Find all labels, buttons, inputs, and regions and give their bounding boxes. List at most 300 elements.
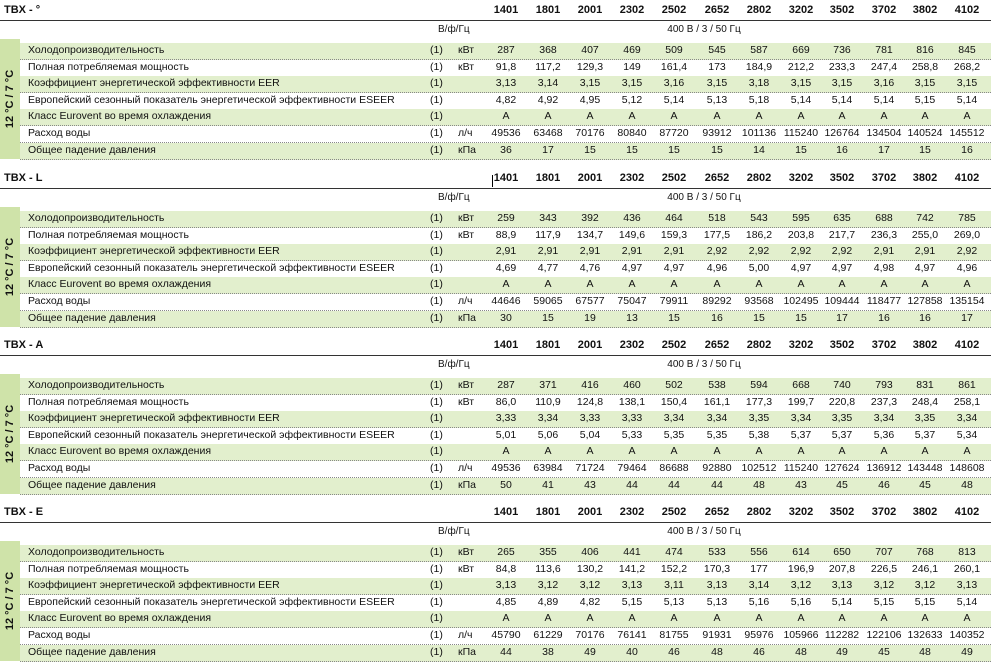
value-cell: 102495 [783, 295, 819, 307]
section-header [0, 339, 991, 356]
model-code: 1401 [493, 4, 519, 16]
value-cell: 4,97 [831, 261, 853, 274]
value-cell: 145512 [949, 127, 985, 139]
value-cell: 112282 [824, 629, 860, 641]
value-cell: 16 [919, 311, 931, 324]
value-cell: 5,13 [706, 93, 728, 106]
model-code: 2001 [577, 172, 603, 184]
value-cell: 49536 [491, 462, 521, 474]
model-code: 1401 [493, 506, 519, 518]
condition-side-label [0, 39, 20, 159]
value-cell: 115240 [783, 462, 819, 474]
section-title: TBX - A [4, 339, 44, 351]
table-row [20, 43, 991, 60]
value-cell: 3,15 [621, 77, 643, 90]
value-cell: 16 [961, 143, 973, 156]
value-cell: 793 [875, 379, 893, 391]
value-cell: 95976 [744, 629, 774, 641]
value-cell: 43 [795, 478, 807, 491]
value-cell: 816 [916, 44, 934, 56]
table-row [20, 126, 991, 143]
value-cell: 217,7 [828, 228, 856, 241]
value-cell: 5,13 [706, 595, 728, 608]
model-code: 2302 [619, 506, 645, 518]
value-cell: 127624 [824, 462, 860, 474]
value-cell: 13 [626, 311, 638, 324]
value-cell: 688 [875, 212, 893, 224]
value-cell: 831 [916, 379, 934, 391]
value-cell: A [755, 278, 763, 291]
model-code: 4102 [954, 172, 980, 184]
footnote-ref: (1) [430, 278, 443, 291]
footnote-ref: (1) [430, 77, 443, 90]
value-cell: A [544, 110, 552, 123]
parameter-name: Класс Eurovent во время охлаждения [28, 612, 212, 625]
unit-label: кВт [458, 546, 475, 558]
footnote-ref: (1) [430, 645, 443, 658]
parameter-name: Холодопроизводительность [28, 44, 165, 56]
model-code: 1801 [535, 339, 561, 351]
model-code: 4102 [954, 339, 980, 351]
value-cell: 460 [623, 379, 641, 391]
value-cell: 49 [584, 645, 596, 658]
value-cell: 518 [708, 212, 726, 224]
value-cell: 3,12 [914, 579, 936, 592]
value-cell: 177,3 [745, 395, 773, 408]
value-cell: 3,16 [873, 77, 895, 90]
value-cell: 556 [750, 546, 768, 558]
value-cell: 595 [792, 212, 810, 224]
value-cell: 109444 [824, 295, 860, 307]
value-cell: 545 [708, 44, 726, 56]
value-cell: 48 [795, 645, 807, 658]
value-cell: 5,12 [621, 93, 643, 106]
value-cell: 49 [961, 645, 973, 658]
condition-side-text: 12 °C / 7 °C [4, 571, 16, 631]
value-cell: 2,91 [914, 245, 936, 258]
table-row [20, 143, 991, 160]
parameter-name: Коэффициент энергетической эффективности EER [28, 245, 280, 258]
value-cell: 46 [668, 645, 680, 658]
footnote-ref: (1) [430, 562, 443, 575]
model-code: 3202 [788, 506, 814, 518]
value-cell: 17 [878, 143, 890, 156]
value-cell: 199,7 [787, 395, 815, 408]
value-cell: 5,15 [914, 93, 936, 106]
power-supply-label: 400 В / 3 / 50 Гц [667, 526, 741, 537]
value-cell: 117,9 [535, 228, 561, 241]
table-row [20, 93, 991, 110]
value-cell: 3,12 [873, 579, 895, 592]
value-cell: 5,04 [579, 428, 601, 441]
value-cell: 15 [753, 311, 765, 324]
value-cell: 538 [708, 379, 726, 391]
value-cell: 45 [919, 478, 931, 491]
value-cell: 3,13 [831, 579, 853, 592]
value-cell: 260,1 [953, 562, 981, 575]
value-cell: 92880 [702, 462, 732, 474]
value-cell: 258,1 [953, 395, 981, 408]
value-cell: 416 [581, 379, 599, 391]
value-cell: 2,92 [956, 245, 978, 258]
value-cell: 135154 [949, 295, 985, 307]
model-code: 3702 [871, 339, 897, 351]
parameter-name: Общее падение давления [28, 478, 156, 491]
voltage-phase-frequency-label: В/ф/Гц [438, 526, 470, 537]
value-cell: 3,35 [914, 412, 936, 425]
model-code: 3202 [788, 172, 814, 184]
table-row [20, 578, 991, 595]
value-cell: 15 [542, 311, 554, 324]
table-row [20, 277, 991, 294]
parameter-name: Полная потребляемая мощность [28, 228, 189, 241]
footnote-ref: (1) [430, 412, 443, 425]
value-cell: 81755 [659, 629, 689, 641]
unit-label: л/ч [458, 462, 473, 474]
unit-label: кВт [458, 60, 475, 73]
parameter-name: Общее падение давления [28, 645, 156, 658]
value-cell: 45 [836, 478, 848, 491]
spec-section [0, 4, 991, 161]
value-cell: A [838, 612, 846, 625]
section-header [0, 4, 991, 21]
table-row [20, 428, 991, 445]
table-row [20, 261, 991, 278]
value-cell: 4,69 [495, 261, 517, 274]
footnote-ref: (1) [430, 212, 443, 224]
value-cell: A [544, 278, 552, 291]
value-cell: A [713, 445, 721, 458]
footnote-ref: (1) [430, 428, 443, 441]
value-cell: 785 [958, 212, 976, 224]
power-supply-label: 400 В / 3 / 50 Гц [667, 24, 741, 35]
value-cell: 3,15 [831, 77, 853, 90]
model-code: 2502 [661, 172, 687, 184]
value-cell: 149 [623, 60, 641, 73]
value-cell: 86,0 [495, 395, 517, 408]
table-row [20, 411, 991, 428]
value-cell: 15 [795, 143, 807, 156]
footnote-ref: (1) [430, 579, 443, 592]
section-title: TBX - ° [4, 4, 41, 16]
value-cell: A [797, 278, 805, 291]
unit-label: кВт [458, 562, 475, 575]
power-supply-label: 400 В / 3 / 50 Гц [667, 359, 741, 370]
unit-label: кПа [458, 478, 476, 491]
value-cell: 587 [750, 44, 768, 56]
value-cell: 392 [581, 212, 599, 224]
value-cell: 2,91 [579, 245, 601, 258]
value-cell: 3,33 [495, 412, 517, 425]
parameter-name: Европейский сезонный показатель энергетической эффективности ESEER [28, 93, 395, 106]
unit-label: л/ч [458, 127, 473, 139]
value-cell: 3,18 [748, 77, 770, 90]
value-cell: 4,85 [495, 595, 517, 608]
value-cell: 5,38 [748, 428, 770, 441]
value-cell: 36 [500, 143, 512, 156]
model-code: 4102 [954, 506, 980, 518]
parameter-name: Общее падение давления [28, 311, 156, 324]
model-code: 4102 [954, 4, 980, 16]
parameter-name: Холодопроизводительность [28, 379, 165, 391]
value-cell: 136912 [866, 462, 902, 474]
value-cell: 4,98 [873, 261, 895, 274]
value-cell: 5,14 [831, 595, 853, 608]
model-code: 2802 [746, 339, 772, 351]
footnote-ref: (1) [430, 143, 443, 156]
value-cell: 3,16 [663, 77, 685, 90]
value-cell: A [713, 612, 721, 625]
value-cell: 71724 [575, 462, 605, 474]
value-cell: 5,15 [914, 595, 936, 608]
value-cell: 768 [916, 546, 934, 558]
value-cell: 113,6 [535, 562, 561, 575]
value-cell: 2,91 [537, 245, 559, 258]
value-cell: 5,18 [748, 93, 770, 106]
value-cell: 186,2 [745, 228, 773, 241]
value-cell: 117,2 [535, 60, 561, 73]
value-cell: A [670, 278, 678, 291]
value-cell: 4,97 [790, 261, 812, 274]
unit-label: кПа [458, 311, 476, 324]
footnote-ref: (1) [430, 612, 443, 625]
model-code: 3502 [829, 339, 855, 351]
value-cell: 3,34 [956, 412, 978, 425]
value-cell: A [797, 110, 805, 123]
value-cell: 3,34 [537, 412, 559, 425]
value-cell: A [628, 445, 636, 458]
parameter-name: Полная потребляемая мощность [28, 60, 189, 73]
value-cell: 44646 [491, 295, 521, 307]
table-row [20, 645, 991, 662]
value-cell: 70176 [575, 629, 605, 641]
value-cell: 2,92 [790, 245, 812, 258]
table-row [20, 60, 991, 77]
parameter-name: Европейский сезонный показатель энергетической эффективности ESEER [28, 261, 395, 274]
table-row [20, 109, 991, 126]
model-code: 2652 [704, 339, 730, 351]
footnote-ref: (1) [430, 478, 443, 491]
value-cell: 5,37 [790, 428, 812, 441]
value-cell: 15 [795, 311, 807, 324]
footnote-ref: (1) [430, 462, 443, 474]
value-cell: 93912 [702, 127, 732, 139]
value-cell: 134504 [866, 127, 902, 139]
model-code: 2302 [619, 4, 645, 16]
value-cell: 70176 [575, 127, 605, 139]
value-cell: 41 [542, 478, 554, 491]
value-cell: 371 [539, 379, 557, 391]
value-cell: 132633 [907, 629, 943, 641]
value-cell: 4,97 [914, 261, 936, 274]
table-row [20, 444, 991, 461]
model-code: 3702 [871, 4, 897, 16]
footnote-ref: (1) [430, 445, 443, 458]
value-cell: 265 [497, 546, 515, 558]
value-cell: 91,8 [495, 60, 517, 73]
section-title: TBX - L [4, 172, 43, 184]
value-cell: 5,14 [956, 93, 978, 106]
spec-section [0, 172, 991, 329]
value-cell: 5,16 [790, 595, 812, 608]
value-cell: 40 [626, 645, 638, 658]
value-cell: 3,34 [663, 412, 685, 425]
text-cursor [492, 175, 493, 187]
value-cell: 148608 [949, 462, 985, 474]
value-cell: 237,3 [870, 395, 898, 408]
value-cell: 44 [500, 645, 512, 658]
value-cell: 594 [750, 379, 768, 391]
value-cell: 2,92 [831, 245, 853, 258]
footnote-ref: (1) [430, 228, 443, 241]
value-cell: 184,9 [745, 60, 773, 73]
value-cell: 614 [792, 546, 810, 558]
parameter-name: Полная потребляемая мощность [28, 395, 189, 408]
model-code: 1401 [493, 339, 519, 351]
footnote-ref: (1) [430, 629, 443, 641]
value-cell: 15 [668, 311, 680, 324]
value-cell: 5,15 [621, 595, 643, 608]
value-cell: A [797, 445, 805, 458]
parameter-name: Класс Eurovent во время охлаждения [28, 278, 212, 291]
value-cell: A [921, 110, 929, 123]
value-cell: A [880, 110, 888, 123]
parameter-name: Расход воды [28, 629, 91, 641]
table-row [20, 211, 991, 228]
model-code: 3802 [912, 4, 938, 16]
value-cell: A [502, 278, 510, 291]
value-cell: 845 [958, 44, 976, 56]
parameter-name: Холодопроизводительность [28, 546, 165, 558]
model-code: 2302 [619, 172, 645, 184]
unit-label: кВт [458, 395, 475, 408]
value-cell: 5,14 [956, 595, 978, 608]
value-cell: A [963, 612, 971, 625]
value-cell: 3,34 [706, 412, 728, 425]
value-cell: 48 [753, 478, 765, 491]
value-cell: 4,77 [537, 261, 559, 274]
value-cell: 138,1 [618, 395, 646, 408]
value-cell: 3,34 [790, 412, 812, 425]
value-cell: 124,8 [576, 395, 604, 408]
value-cell: 268,2 [953, 60, 981, 73]
value-cell: 134,7 [576, 228, 604, 241]
parameter-name: Полная потребляемая мощность [28, 562, 189, 575]
value-cell: 246,1 [911, 562, 939, 575]
value-cell: 4,82 [579, 595, 601, 608]
footnote-ref: (1) [430, 595, 443, 608]
parameter-name: Класс Eurovent во время охлаждения [28, 110, 212, 123]
value-cell: 110,9 [535, 395, 561, 408]
value-cell: 247,4 [870, 60, 898, 73]
value-cell: 258,8 [911, 60, 939, 73]
value-cell: 3,35 [831, 412, 853, 425]
value-cell: 3,33 [579, 412, 601, 425]
value-cell: 44 [668, 478, 680, 491]
value-cell: 669 [792, 44, 810, 56]
value-cell: 502 [665, 379, 683, 391]
value-cell: 406 [581, 546, 599, 558]
table-row [20, 545, 991, 562]
unit-label: л/ч [458, 295, 473, 307]
model-code: 2802 [746, 506, 772, 518]
value-cell: 5,34 [956, 428, 978, 441]
parameter-name: Расход воды [28, 462, 91, 474]
value-cell: 3,15 [914, 77, 936, 90]
value-cell: 5,14 [873, 93, 895, 106]
value-cell: 5,36 [873, 428, 895, 441]
value-cell: 4,92 [537, 93, 559, 106]
value-cell: 650 [833, 546, 851, 558]
model-code: 2502 [661, 339, 687, 351]
value-cell: 15 [711, 143, 723, 156]
unit-label: кВт [458, 228, 475, 241]
value-cell: 91931 [702, 629, 732, 641]
value-cell: 5,14 [663, 93, 685, 106]
model-code: 3202 [788, 4, 814, 16]
table-row [20, 378, 991, 395]
parameter-name: Коэффициент энергетической эффективности EER [28, 412, 280, 425]
value-cell: 16 [711, 311, 723, 324]
condition-side-label [0, 541, 20, 661]
value-cell: 140524 [907, 127, 943, 139]
model-code: 3202 [788, 339, 814, 351]
value-cell: 4,82 [495, 93, 517, 106]
value-cell: 75047 [617, 295, 647, 307]
spec-section [0, 506, 991, 663]
value-cell: 220,8 [828, 395, 856, 408]
value-cell: 49 [836, 645, 848, 658]
value-cell: 5,13 [663, 595, 685, 608]
value-cell: 149,6 [618, 228, 646, 241]
value-cell: 2,91 [621, 245, 643, 258]
value-cell: 161,1 [703, 395, 731, 408]
table-row [20, 395, 991, 412]
value-cell: 4,95 [579, 93, 601, 106]
value-cell: 3,13 [495, 77, 517, 90]
value-cell: 45 [878, 645, 890, 658]
value-cell: A [586, 445, 594, 458]
voltage-phase-frequency-label: В/ф/Гц [438, 24, 470, 35]
value-cell: 177,5 [703, 228, 731, 241]
model-code: 2652 [704, 506, 730, 518]
value-cell: A [838, 445, 846, 458]
footnote-ref: (1) [430, 546, 443, 558]
value-cell: 355 [539, 546, 557, 558]
value-cell: A [921, 445, 929, 458]
model-code: 2802 [746, 172, 772, 184]
value-cell: 2,92 [748, 245, 770, 258]
value-cell: A [838, 110, 846, 123]
value-cell: 63468 [533, 127, 563, 139]
value-cell: 45790 [491, 629, 521, 641]
value-cell: 150,4 [660, 395, 688, 408]
value-cell: A [963, 110, 971, 123]
condition-side-label [0, 207, 20, 327]
footnote-ref: (1) [430, 44, 443, 56]
value-cell: 3,14 [748, 579, 770, 592]
value-cell: 4,89 [537, 595, 559, 608]
condition-side-text: 12 °C / 7 °C [4, 69, 16, 129]
value-cell: 668 [792, 379, 810, 391]
value-cell: 67577 [575, 295, 605, 307]
value-cell: 15 [919, 143, 931, 156]
value-cell: 3,35 [748, 412, 770, 425]
parameter-name: Коэффициент энергетической эффективности EER [28, 579, 280, 592]
table-row [20, 595, 991, 612]
value-cell: 3,15 [956, 77, 978, 90]
value-cell: A [670, 445, 678, 458]
